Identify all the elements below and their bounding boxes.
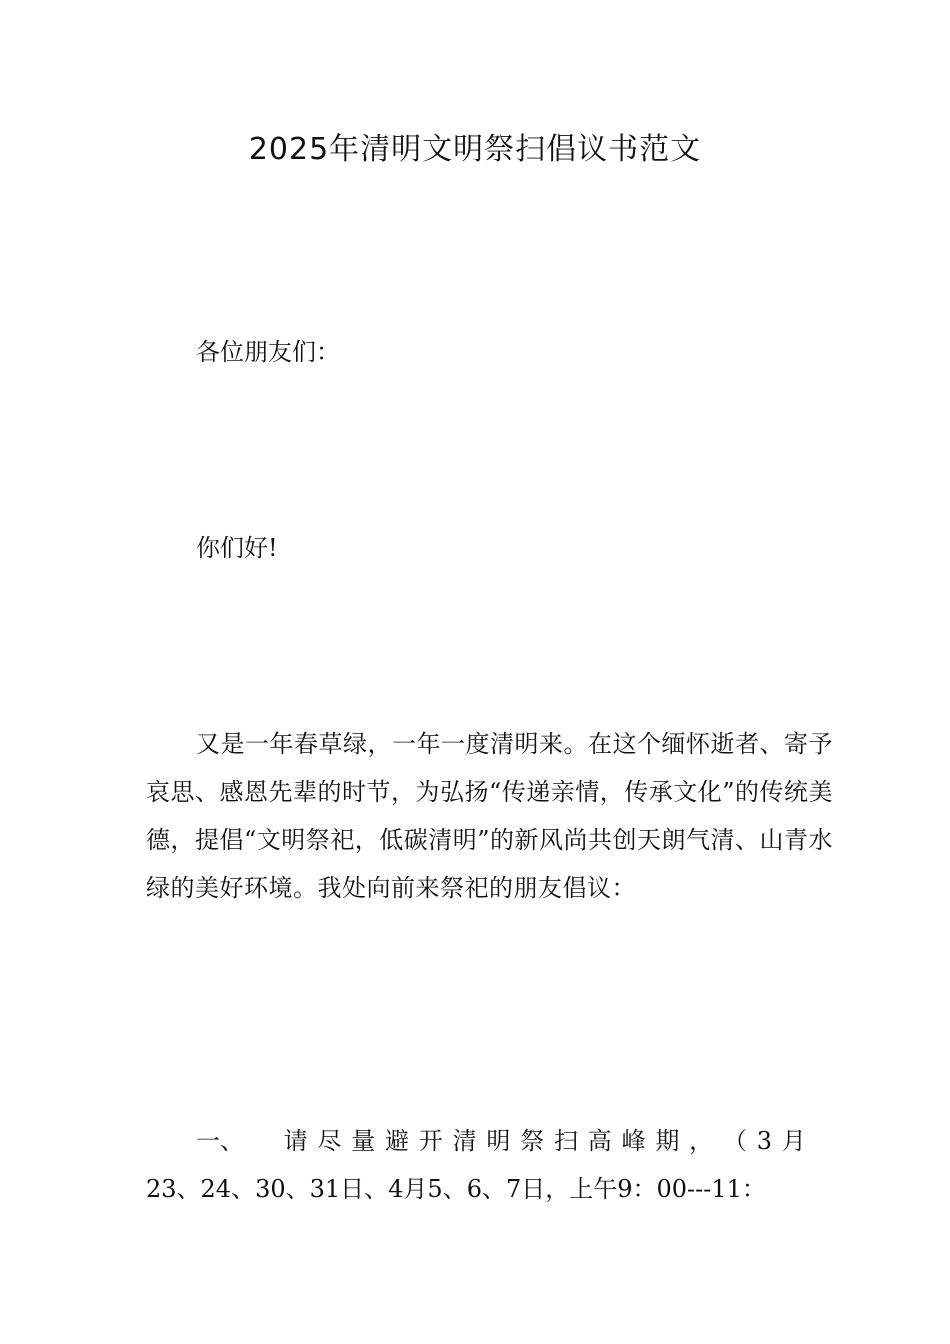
item-1-char: 开 <box>418 1127 443 1155</box>
item-1-second-line: 23、24、30、31日、4月5、6、7日，上午9：00---11： <box>146 1175 766 1203</box>
item-1-char: 扫 <box>553 1127 578 1155</box>
item-1-char: 月 <box>781 1127 806 1155</box>
item-1-char: 请 <box>283 1127 308 1155</box>
intro-paragraph: 又是一年春草绿，一年一度清明来。在这个缅怀逝者、寄予哀思、感恩先辈的时节，为弘扬“传递亲情，传承文化”的传统美德，提倡“文明祭祀，低碳清明”的新风尚共创天朗气清、山青水绿的美好环境。我处向前来祭祀的朋友倡议： <box>146 730 834 902</box>
salutation: 各位朋友们： <box>196 338 340 366</box>
item-1-char: （ <box>722 1127 747 1155</box>
item-1-spacer <box>254 1117 274 1165</box>
item-1-char: 避 <box>384 1127 409 1155</box>
item-1-char: 峰 <box>621 1127 646 1155</box>
item-1-char: 期 <box>655 1127 680 1155</box>
item-1-char: 3 <box>756 1127 773 1155</box>
item-1-char: 尽 <box>317 1127 342 1155</box>
item-1-number: 一、 <box>196 1127 244 1155</box>
document-title: 2025年清明文明祭扫倡议书范文 <box>248 132 702 167</box>
greeting: 你们好! <box>196 534 278 562</box>
item-1-char: 高 <box>587 1127 612 1155</box>
item-1-first-line <box>196 1117 806 1165</box>
item-1-char: 清 <box>452 1127 477 1155</box>
item-1-char: 明 <box>486 1127 511 1155</box>
item-1-char: ， <box>689 1127 714 1155</box>
item-1-char: 量 <box>351 1127 376 1155</box>
item-1-char: 祭 <box>520 1127 545 1155</box>
